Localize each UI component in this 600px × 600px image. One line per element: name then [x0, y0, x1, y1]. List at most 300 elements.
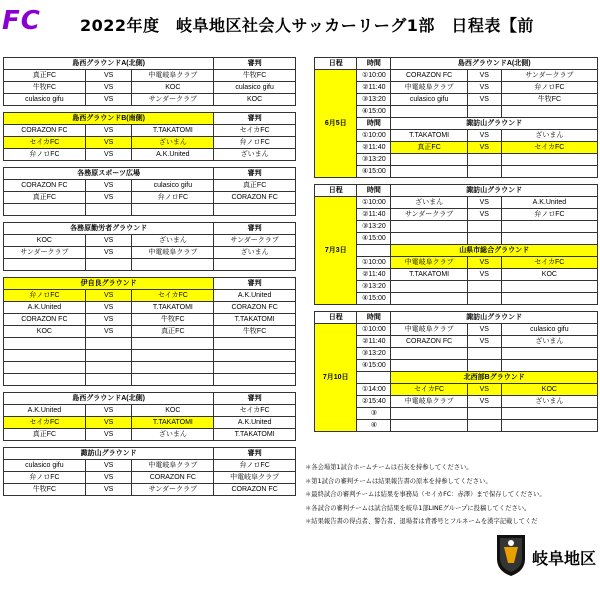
vs-label: VS — [85, 314, 132, 326]
away-team: T.TAKATOMI — [132, 417, 214, 429]
away-team — [132, 259, 214, 271]
referee-team: 牛牧FC — [214, 326, 296, 338]
home-team: CORAZON FC — [391, 336, 467, 348]
vs-label — [467, 348, 501, 360]
venue-header-row — [4, 168, 296, 180]
match-row — [4, 247, 296, 259]
gap-cell — [4, 386, 296, 393]
block-gap — [315, 178, 598, 185]
home-team: 真正FC — [4, 429, 86, 441]
venue-header-row — [315, 58, 598, 70]
match-row — [315, 197, 598, 209]
referee-team: 弁ノロFC — [214, 460, 296, 472]
home-team: KOC — [4, 235, 86, 247]
match-row — [315, 106, 598, 118]
venue-name: 北西部Bグラウンド — [391, 372, 598, 384]
time-slot: ①10:00 — [357, 257, 391, 269]
block-gap — [4, 161, 296, 168]
vs-label: VS — [85, 247, 132, 259]
home-team — [4, 374, 86, 386]
match-date: 7月3日 — [315, 197, 357, 305]
block-gap — [315, 432, 598, 439]
venue-name: 諏訪山グラウンド — [391, 118, 598, 130]
home-team: サンダークラブ — [4, 247, 86, 259]
away-team: サンダークラブ — [501, 70, 597, 82]
match-row — [315, 396, 598, 408]
match-row — [4, 302, 296, 314]
away-team — [501, 348, 597, 360]
venue-header-row — [4, 448, 296, 460]
venue-name: 諏訪山グラウンド — [391, 312, 598, 324]
gap-cell — [4, 441, 296, 448]
vs-label — [85, 374, 132, 386]
referee-team: ざいまん — [214, 247, 296, 259]
away-team — [132, 204, 214, 216]
time-slot: ④15:00 — [357, 360, 391, 372]
home-team: セイカFC — [391, 384, 467, 396]
home-team: 弁ノロFC — [4, 472, 86, 484]
match-row — [315, 130, 598, 142]
referee-header: 審判 — [214, 223, 296, 235]
vs-label — [85, 362, 132, 374]
match-row — [315, 70, 598, 82]
home-team: KOC — [4, 326, 86, 338]
time-slot: ②11:40 — [357, 209, 391, 221]
venue-name: 諏訪山グラウンド — [391, 185, 598, 197]
home-team — [391, 166, 467, 178]
vs-label: VS — [467, 396, 501, 408]
vs-label: VS — [467, 209, 501, 221]
home-team: T.TAKATOMI — [391, 130, 467, 142]
time-header: 時間 — [357, 58, 391, 70]
home-team — [391, 154, 467, 166]
vs-label: VS — [85, 302, 132, 314]
referee-team — [214, 338, 296, 350]
gap-cell — [4, 161, 296, 168]
match-row — [315, 360, 598, 372]
referee-team: KOC — [214, 94, 296, 106]
away-team: T.TAKATOMI — [132, 125, 214, 137]
away-team — [501, 408, 597, 420]
time-slot: ④15:00 — [357, 166, 391, 178]
vs-label: VS — [85, 484, 132, 496]
vs-label — [467, 166, 501, 178]
right-schedule-table — [314, 57, 598, 438]
match-row — [315, 281, 598, 293]
vs-label — [85, 338, 132, 350]
notes — [305, 461, 597, 529]
home-team: CORAZON FC — [4, 314, 86, 326]
match-row — [315, 348, 598, 360]
away-team: サンダークラブ — [132, 94, 214, 106]
away-team: 弁ノロFC — [132, 192, 214, 204]
away-team: KOC — [501, 269, 597, 281]
vs-label — [467, 420, 501, 432]
referee-team: 牛牧FC — [214, 70, 296, 82]
referee-header: 審判 — [214, 448, 296, 460]
time-slot: ②11:40 — [357, 269, 391, 281]
block-gap — [4, 106, 296, 113]
match-row — [315, 221, 598, 233]
match-row — [4, 484, 296, 496]
vs-label: VS — [467, 94, 501, 106]
match-row — [4, 70, 296, 82]
time-slot: ①10:00 — [357, 324, 391, 336]
match-row — [315, 336, 598, 348]
referee-header: 審判 — [214, 113, 296, 125]
left-schedule-table — [3, 57, 296, 502]
away-team: ざいまん — [501, 130, 597, 142]
gap-cell — [315, 305, 598, 312]
away-team: culasico gifu — [501, 324, 597, 336]
away-team: CORAZON FC — [132, 472, 214, 484]
note-line: ＊結果報告書の得点者、警告者、退場者は背番号とフルネームを漢字記載してくだ — [305, 518, 538, 525]
away-team — [501, 154, 597, 166]
away-team: ざいまん — [501, 396, 597, 408]
home-team: サンダークラブ — [391, 209, 467, 221]
away-team — [501, 106, 597, 118]
home-team — [4, 338, 86, 350]
match-row — [4, 259, 296, 271]
venue-name: 島西グラウンドA(北側) — [4, 393, 214, 405]
home-team — [391, 348, 467, 360]
home-team: CORAZON FC — [391, 70, 467, 82]
away-team: ざいまん — [132, 429, 214, 441]
away-team: KOC — [132, 82, 214, 94]
time-slot: ④15:00 — [357, 293, 391, 305]
time-slot: ②11:40 — [357, 142, 391, 154]
away-team — [501, 420, 597, 432]
match-row — [315, 269, 598, 281]
vs-label: VS — [85, 192, 132, 204]
home-team — [391, 106, 467, 118]
referee-team: セイカFC — [214, 125, 296, 137]
referee-header: 審判 — [214, 168, 296, 180]
match-row — [4, 326, 296, 338]
referee-team: 真正FC — [214, 180, 296, 192]
match-row — [315, 257, 598, 269]
time-slot: ③13:20 — [357, 154, 391, 166]
vs-label: VS — [85, 326, 132, 338]
match-row — [4, 429, 296, 441]
vs-label: VS — [85, 460, 132, 472]
referee-team: 弁ノロFC — [214, 137, 296, 149]
vs-label: VS — [85, 137, 132, 149]
venue-header-row — [315, 312, 598, 324]
vs-label: VS — [467, 324, 501, 336]
home-team: 牛牧FC — [4, 82, 86, 94]
home-team — [391, 408, 467, 420]
day-label: 日程 — [315, 312, 357, 324]
away-team — [132, 374, 214, 386]
home-team: 真正FC — [4, 192, 86, 204]
match-row — [4, 472, 296, 484]
away-team: 弁ノロFC — [501, 82, 597, 94]
referee-team — [214, 374, 296, 386]
match-row — [4, 82, 296, 94]
away-team: サンダークラブ — [132, 484, 214, 496]
home-team — [4, 362, 86, 374]
match-row — [315, 166, 598, 178]
home-team: culasico gifu — [4, 94, 86, 106]
match-row — [315, 324, 598, 336]
time-slot: ④15:00 — [357, 106, 391, 118]
vs-label: VS — [467, 269, 501, 281]
vs-label: VS — [85, 417, 132, 429]
time-slot: ③13:20 — [357, 348, 391, 360]
time-header: 時間 — [357, 312, 391, 324]
away-team — [132, 338, 214, 350]
home-team: 中電岐阜クラブ — [391, 324, 467, 336]
vs-label — [467, 106, 501, 118]
match-row — [315, 209, 598, 221]
match-row — [4, 235, 296, 247]
vs-label: VS — [85, 82, 132, 94]
away-team — [132, 362, 214, 374]
vs-label — [85, 204, 132, 216]
away-team: T.TAKATOMI — [132, 302, 214, 314]
away-team — [501, 360, 597, 372]
referee-team: サンダークラブ — [214, 235, 296, 247]
referee-team: セイカFC — [214, 405, 296, 417]
match-date: 6月5日 — [315, 70, 357, 178]
venue-header-row — [4, 393, 296, 405]
home-team: 中電岐阜クラブ — [391, 396, 467, 408]
gap-cell — [4, 106, 296, 113]
match-row — [4, 192, 296, 204]
day-label: 日程 — [315, 185, 357, 197]
match-row — [4, 417, 296, 429]
time-header: 時間 — [357, 118, 391, 130]
time-slot: ①10:00 — [357, 70, 391, 82]
home-team: CORAZON FC — [4, 180, 86, 192]
gap-cell — [4, 216, 296, 223]
away-team: ざいまん — [132, 137, 214, 149]
away-team: セイカFC — [132, 290, 214, 302]
away-team: A.K.United — [501, 197, 597, 209]
home-team: 弁ノロFC — [4, 290, 86, 302]
referee-header: 審判 — [214, 278, 296, 290]
home-team — [391, 293, 467, 305]
home-team: 真正FC — [391, 142, 467, 154]
day-label: 日程 — [315, 58, 357, 70]
home-team — [4, 204, 86, 216]
home-team: culasico gifu — [4, 460, 86, 472]
match-row — [4, 350, 296, 362]
vs-label — [467, 233, 501, 245]
away-team: 中電岐阜クラブ — [132, 460, 214, 472]
vs-label: VS — [467, 142, 501, 154]
away-team: 真正FC — [132, 326, 214, 338]
match-row — [4, 94, 296, 106]
match-row — [4, 362, 296, 374]
home-team: A.K.United — [4, 405, 86, 417]
venue-header-row — [315, 185, 598, 197]
away-team: 中電岐阜クラブ — [132, 70, 214, 82]
time-slot: ③13:20 — [357, 94, 391, 106]
away-team — [501, 281, 597, 293]
match-row — [4, 290, 296, 302]
referee-team: ざいまん — [214, 149, 296, 161]
match-row — [4, 338, 296, 350]
vs-label — [467, 154, 501, 166]
referee-team: culasico gifu — [214, 82, 296, 94]
home-team — [391, 281, 467, 293]
venue-header-row — [4, 278, 296, 290]
time-header: 時間 — [357, 185, 391, 197]
match-row — [4, 125, 296, 137]
time-slot: ②11:40 — [357, 82, 391, 94]
match-row — [315, 233, 598, 245]
association-name: 岐阜地区 — [532, 549, 597, 568]
referee-team — [214, 204, 296, 216]
match-date: 7月10日 — [315, 324, 357, 432]
block-gap — [4, 386, 296, 393]
away-team: 牛牧FC — [501, 94, 597, 106]
time-slot: ①14:00 — [357, 384, 391, 396]
home-team: CORAZON FC — [4, 125, 86, 137]
home-team: ざいまん — [391, 197, 467, 209]
gap-cell — [4, 271, 296, 278]
referee-team: T.TAKATOMI — [214, 429, 296, 441]
home-team — [391, 233, 467, 245]
away-team — [501, 221, 597, 233]
venue-name: 島西グラウンドA(北側) — [4, 58, 214, 70]
vs-label — [467, 408, 501, 420]
vs-label: VS — [85, 405, 132, 417]
block-gap — [4, 441, 296, 448]
referee-header: 審判 — [214, 58, 296, 70]
referee-header: 審判 — [214, 393, 296, 405]
note-line: ＊各試合の審判チームは試合結果を岐阜1部LINEグループに投稿してください。 — [305, 504, 531, 512]
time-slot: ②11:40 — [357, 336, 391, 348]
referee-team: CORAZON FC — [214, 484, 296, 496]
note-line: ＊第1試合の審判チームは結果報告書の原本を持参してください。 — [305, 477, 492, 485]
vs-label: VS — [467, 130, 501, 142]
venue-name: 各務原スポーツ広場 — [4, 168, 214, 180]
match-row — [315, 384, 598, 396]
venue-name: 諏訪山グラウンド — [4, 448, 214, 460]
home-team — [391, 360, 467, 372]
jfa-emblem-icon — [494, 533, 528, 577]
home-team: T.TAKATOMI — [391, 269, 467, 281]
home-team: culasico gifu — [391, 94, 467, 106]
vs-label: VS — [467, 257, 501, 269]
referee-team: CORAZON FC — [214, 302, 296, 314]
match-row — [4, 374, 296, 386]
match-row — [4, 137, 296, 149]
referee-team: 中電岐阜クラブ — [214, 472, 296, 484]
home-team: 真正FC — [4, 70, 86, 82]
time-slot: ③13:20 — [357, 221, 391, 233]
home-team: セイカFC — [4, 137, 86, 149]
away-team: ざいまん — [132, 235, 214, 247]
venue-name: 伊自良グラウンド — [4, 278, 214, 290]
vs-label — [467, 281, 501, 293]
match-row — [4, 204, 296, 216]
venue-header-row — [315, 118, 598, 130]
time-header — [357, 372, 391, 384]
time-header — [357, 245, 391, 257]
away-team: 中電岐阜クラブ — [132, 247, 214, 259]
vs-label — [467, 221, 501, 233]
venue-header-row — [4, 223, 296, 235]
away-team: 牛牧FC — [132, 314, 214, 326]
home-team — [391, 221, 467, 233]
gap-cell — [315, 178, 598, 185]
home-team: 牛牧FC — [4, 484, 86, 496]
vs-label: VS — [85, 94, 132, 106]
vs-label — [85, 350, 132, 362]
vs-label: VS — [85, 472, 132, 484]
vs-label: VS — [85, 235, 132, 247]
vs-label: VS — [85, 125, 132, 137]
venue-header-row — [4, 113, 296, 125]
venue-header-row — [315, 245, 598, 257]
vs-label — [467, 360, 501, 372]
away-team: 弁ノロFC — [501, 209, 597, 221]
vs-label: VS — [85, 149, 132, 161]
home-team: 中電岐阜クラブ — [391, 82, 467, 94]
note-line: ＊最終試合の審判チームは結果を事務局（セイカFC：赤澤）まで保存してください。 — [305, 491, 546, 498]
vs-label: VS — [467, 82, 501, 94]
venue-name: 島西グラウンドA(北側) — [391, 58, 598, 70]
away-team — [501, 233, 597, 245]
match-row — [4, 405, 296, 417]
home-team — [4, 259, 86, 271]
match-row — [315, 420, 598, 432]
away-team — [501, 166, 597, 178]
vs-label: VS — [85, 70, 132, 82]
time-slot: ③ — [357, 408, 391, 420]
page-title: 2022年度 岐阜地区社会人サッカーリーグ1部 日程表【前 — [80, 16, 534, 35]
time-slot: ①10:00 — [357, 130, 391, 142]
vs-label: VS — [85, 180, 132, 192]
vs-label: VS — [467, 197, 501, 209]
away-team: culasico gifu — [132, 180, 214, 192]
block-gap — [4, 496, 296, 503]
block-gap — [4, 216, 296, 223]
referee-team: A.K.United — [214, 417, 296, 429]
home-team — [391, 420, 467, 432]
match-row — [4, 314, 296, 326]
match-row — [315, 154, 598, 166]
away-team: セイカFC — [501, 257, 597, 269]
block-gap — [315, 305, 598, 312]
vs-label: VS — [467, 70, 501, 82]
time-slot: ②15:40 — [357, 396, 391, 408]
time-slot: ③13:20 — [357, 281, 391, 293]
block-gap — [4, 271, 296, 278]
vs-label — [467, 293, 501, 305]
match-row — [315, 94, 598, 106]
home-team: 弁ノロFC — [4, 149, 86, 161]
away-team — [132, 350, 214, 362]
match-row — [315, 142, 598, 154]
away-team: KOC — [501, 384, 597, 396]
time-slot: ①10:00 — [357, 197, 391, 209]
vs-label: VS — [85, 429, 132, 441]
match-row — [315, 408, 598, 420]
vs-label: VS — [467, 336, 501, 348]
time-slot: ④ — [357, 420, 391, 432]
vs-label: VS — [85, 290, 132, 302]
venue-name: 島西グラウンドB(南側) — [4, 113, 214, 125]
match-row — [315, 293, 598, 305]
note-line: ＊各会場第1試合ホームチームは石灰を持参してください。 — [305, 464, 473, 471]
home-team: 中電岐阜クラブ — [391, 257, 467, 269]
gap-cell — [4, 496, 296, 503]
